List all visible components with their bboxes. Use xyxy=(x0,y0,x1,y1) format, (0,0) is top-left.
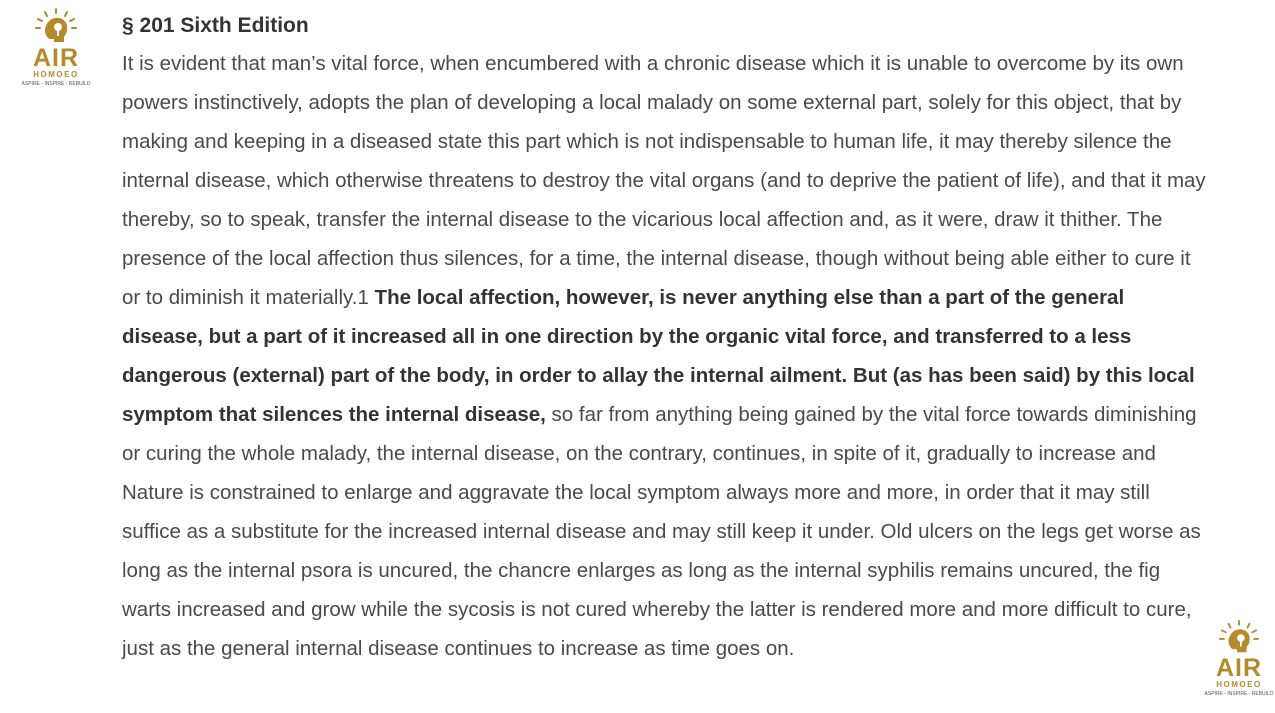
paragraph-bold-text: The local affection, however, is never anything else than a part of the general disease, but a part of it increased all in one direction by the organic vital force, and transferred to a less dangerous (external) part of the body, in order to allay the internal ailment. But (as has been said) by this local symptom that silences the internal disease, xyxy=(122,286,1195,426)
air-homoeo-logo xyxy=(20,8,92,88)
section-heading: § 201 Sixth Edition xyxy=(122,14,309,37)
lightbulb-head-icon xyxy=(1217,620,1261,656)
section-paragraph xyxy=(122,44,1207,668)
air-homoeo-logo-bottom xyxy=(1204,620,1274,698)
logo-name: AIR xyxy=(32,44,80,72)
paragraph-text-part2: so far from anything being gained by the vital force towards diminishing or curing the whole malady, the internal disease, on the contrary, continues, in spite of it, gradually to increase and Nature is constrained to enlarge and aggravate the local symptom always more and more, in order that it may still suffice as a substitute for the increased internal disease and may still keep it under. Old ulcers on the legs get worse as long as the internal psora is uncured, the chancre enlarges as long as the internal syphilis remains uncured, the fig warts increased and grow while the sycosis is not cured whereby the latter is rendered more and more difficult to cure, just as the general internal disease continues to increase as time goes on. xyxy=(122,403,1201,660)
main-content xyxy=(122,8,1207,668)
logo-subtitle: HOMOEO xyxy=(33,70,79,79)
logo-subtitle: HOMOEO xyxy=(1216,680,1262,689)
logo-tagline: ASPIRE - INSPIRE - REBUILD xyxy=(1204,691,1274,697)
paragraph-text-part1: It is evident that man’s vital force, when encumbered with a chronic disease which it is unable to overcome by its own powers instinctively, adopts the plan of developing a local malady on some external part, solely for this object, that by making and keeping in a diseased state this part which is not indispensable to human life, it may thereby silence the internal disease, which otherwise threatens to destroy the vital organs (and to deprive the patient of life), and that it may thereby, so to speak, transfer the internal disease to the vicarious local affection and, as it were, draw it thither. The presence of the local affection thus silences, for a time, the internal disease, though without being able either to cure it or to diminish it materially.1 xyxy=(122,52,1206,309)
lightbulb-head-icon xyxy=(33,8,79,46)
logo-name: AIR xyxy=(1215,654,1263,682)
logo-tagline: ASPIRE - INSPIRE - REBUILD xyxy=(21,81,91,87)
